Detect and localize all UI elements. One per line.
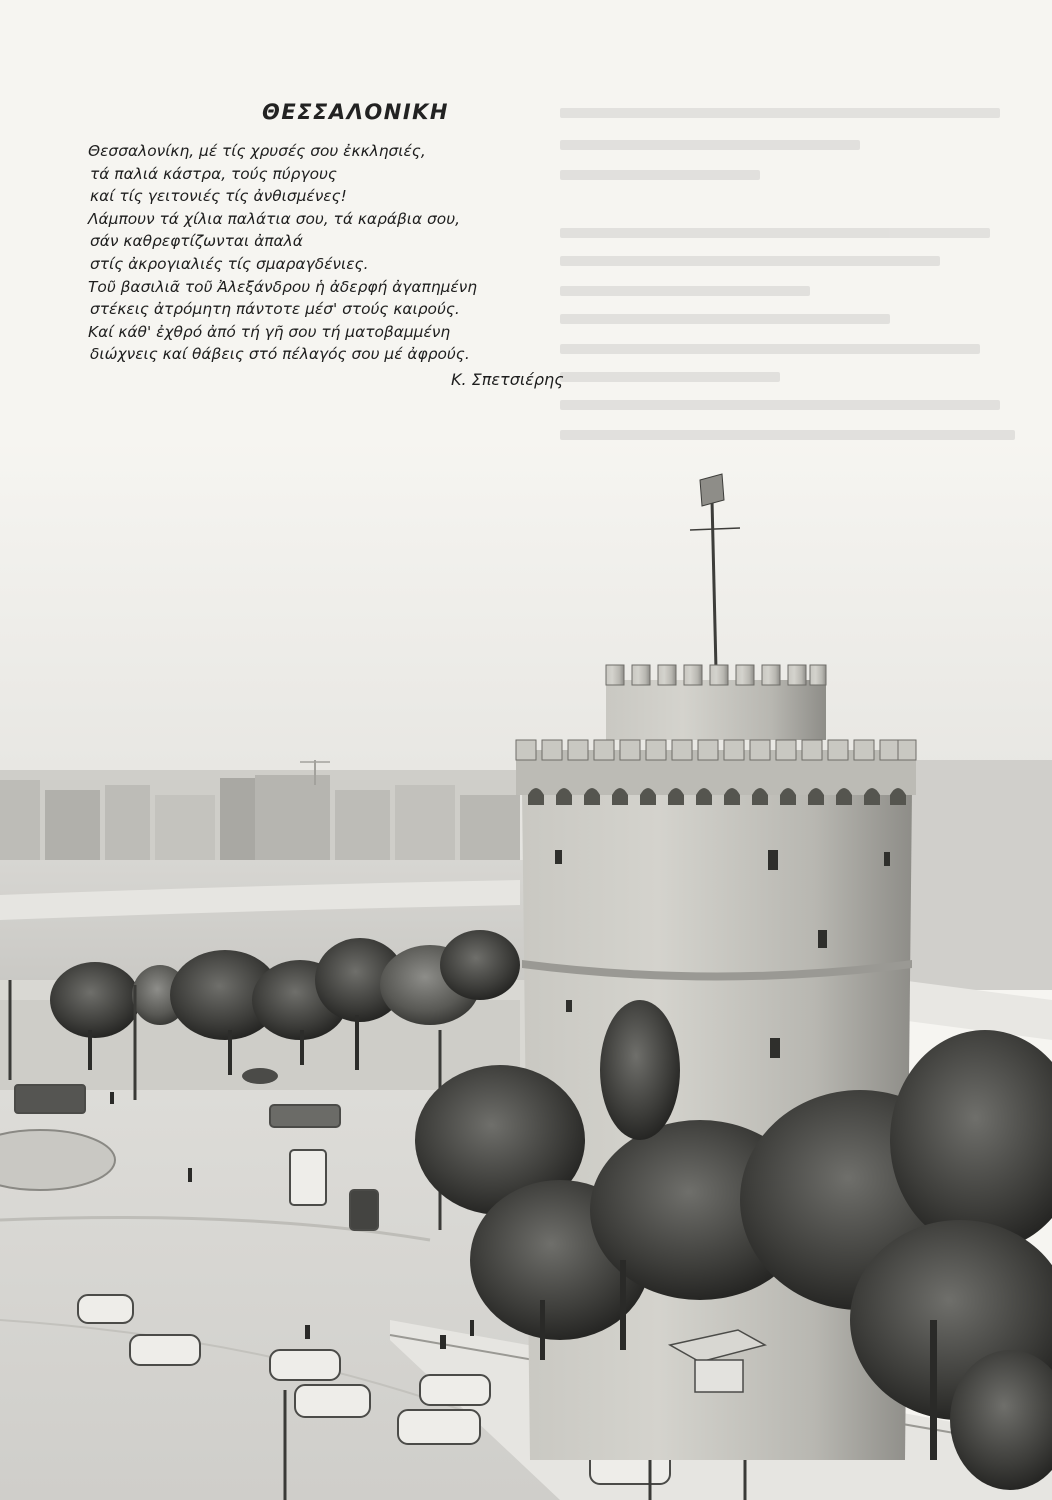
poem-line: Λάμπουν τά χίλια παλάτια σου, τά καράβια σου, [88, 209, 461, 228]
poem-line: διώχνεις καί θάβεις στό πέλαγός σου μέ ἀφρούς. [90, 345, 470, 364]
city-skyline [0, 760, 520, 865]
poem-line: καί τίς γειτονιές τίς ἀνθισμένες! [90, 187, 347, 206]
white-tower-photo [0, 440, 1052, 1500]
poem-title: ΘΕΣΣΑΛΟΝΙΚΗ [262, 100, 449, 124]
poem-line: σάν καθρεφτίζωνται ἀπαλά [90, 232, 303, 251]
poem-body [88, 140, 628, 366]
poem-line: Τοῦ βασιλιᾶ τοῦ Ἀλεξάνδρου ἡ ἀδερφή ἀγαπημένη [88, 277, 478, 296]
poem-line: στίς ἀκρογιαλιές τίς σμαραγδένιες. [90, 254, 369, 273]
poem-line: στέκεις ἀτρόμητη πάντοτε μέσ' στούς καιρούς. [90, 300, 460, 319]
poem-author: Κ. Σπετσιέρης [451, 370, 564, 389]
poem-line: Καί κάθ' ἐχθρό ἀπό τή γῆ σου τή ματοβαμμένη [88, 322, 451, 341]
poem-line: τά παλιά κάστρα, τούς πύργους [90, 164, 337, 183]
poem-line: Θεσσαλονίκη, μέ τίς χρυσές σου ἐκκλησιές, [88, 142, 426, 160]
